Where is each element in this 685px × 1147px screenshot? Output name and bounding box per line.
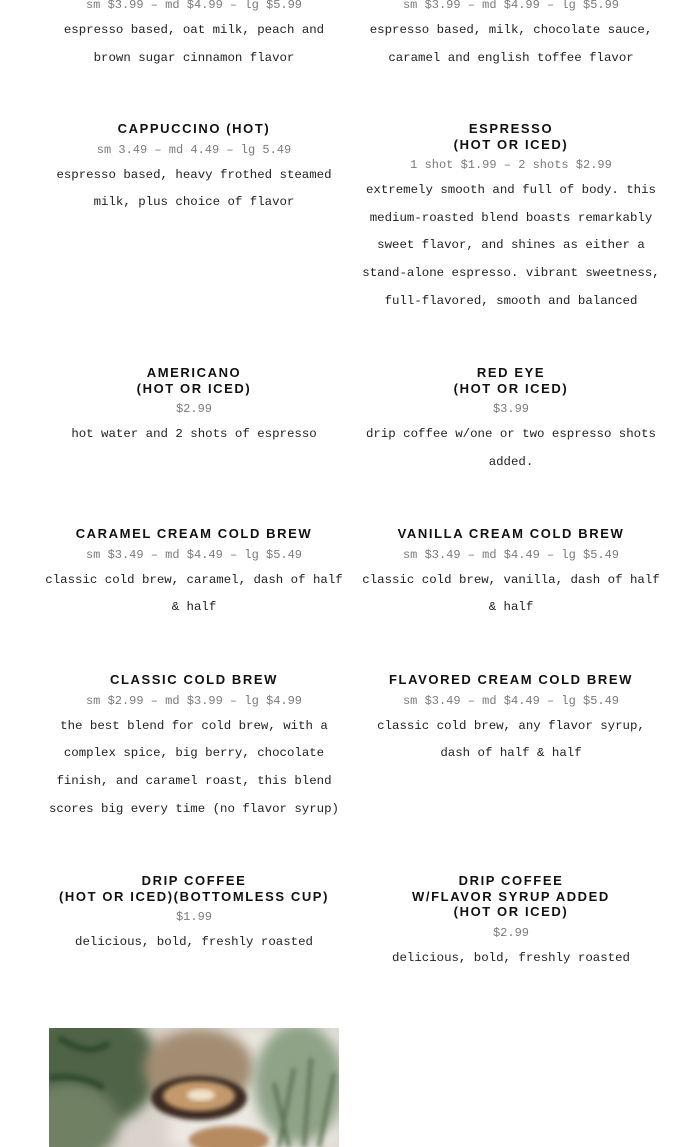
item-description: classic cold brew, caramel, dash of half & half: [45, 572, 343, 615]
item-name: CARAMEL CREAM COLD BREW: [75, 526, 313, 541]
item-description: extremely smooth and full of body. this medium-roasted blend boasts remarkably sweet flavor, and shines as either a stand-alone espresso. vibrant sweetness, full-flavored, smooth and balanced: [362, 183, 660, 308]
item-price: sm $3.49 – md $4.49 – lg $5.49: [402, 693, 620, 708]
item-description: delicious, bold, freshly roasted: [392, 950, 630, 965]
item-price: sm 3.49 – md 4.49 – lg 5.49: [96, 142, 292, 157]
item-price: 1 shot $1.99 – 2 shots $2.99: [410, 158, 612, 172]
menu-item-americano: [44, 365, 344, 449]
item-price: $1.99: [175, 910, 212, 924]
item-description: espresso based, milk, chocolate sauce, caramel and english toffee flavor: [369, 23, 653, 65]
item-description: espresso based, oat milk, peach and brown sugar cinnamon flavor: [63, 23, 325, 65]
item-price: sm $2.99 – md $3.99 – lg $4.99: [85, 693, 303, 708]
item-description: espresso based, heavy frothed steamed milk, plus choice of flavor: [56, 167, 332, 210]
item-name: RED EYE (HOT OR ICED): [453, 365, 569, 396]
menu-item-classic-cold-brew: [44, 672, 344, 823]
item-name: CAPPUCCINO (HOT): [117, 121, 271, 136]
menu-item-flavored-cold-brew: [361, 672, 661, 768]
item-name: ESPRESSO (HOT OR ICED): [453, 121, 569, 152]
item-price: sm $3.99 – md $4.99 – lg $5.99: [85, 0, 303, 12]
coffee-photo: [49, 1028, 339, 1147]
item-description: delicious, bold, freshly roasted: [75, 935, 313, 949]
item-price: sm $3.49 – md $4.49 – lg $5.49: [85, 547, 303, 562]
item-price: $3.99: [492, 402, 529, 416]
item-description: drip coffee w/one or two espresso shots added.: [366, 427, 656, 469]
item-price: $2.99: [492, 925, 529, 940]
item-name: DRIP COFFEE W/FLAVOR SYRUP ADDED (HOT OR ICED): [412, 873, 610, 919]
item-name: VANILLA CREAM COLD BREW: [397, 526, 625, 541]
item-name: CLASSIC COLD BREW: [109, 672, 279, 687]
menu-item-cappuccino: [44, 121, 344, 217]
item-price: sm $3.49 – md $4.49 – lg $5.49: [402, 547, 620, 562]
item-description: classic cold brew, vanilla, dash of half & half: [362, 572, 660, 615]
item-name: DRIP COFFEE (HOT OR ICED)(BOTTOMLESS CUP): [58, 873, 330, 904]
menu-item-drip-coffee: [44, 873, 344, 957]
item-description: the best blend for cold brew, with a complex spice, big berry, chocolate finish, and caramel roast, this blend scores big every time (no flavor syrup): [49, 718, 339, 816]
menu-item-drip-coffee-flavor: [361, 873, 661, 972]
item-description: classic cold brew, any flavor syrup, dash of half & half: [377, 718, 645, 761]
item-name: FLAVORED CREAM COLD BREW: [389, 672, 633, 687]
menu-item-top-left: [44, 0, 344, 72]
item-price: sm $3.99 – md $4.99 – lg $5.99: [402, 0, 620, 12]
menu-item-vanilla-cold-brew: [361, 526, 661, 622]
menu-item-top-right: [361, 0, 661, 72]
menu-item-caramel-cold-brew: [44, 526, 344, 622]
menu-item-red-eye: [361, 365, 661, 476]
item-price: $2.99: [175, 402, 212, 416]
item-description: hot water and 2 shots of espresso: [71, 427, 317, 441]
coffee-photo-illustration: [49, 1028, 339, 1147]
menu-item-espresso: [361, 121, 661, 316]
item-name: AMERICANO (HOT OR ICED): [136, 365, 252, 396]
